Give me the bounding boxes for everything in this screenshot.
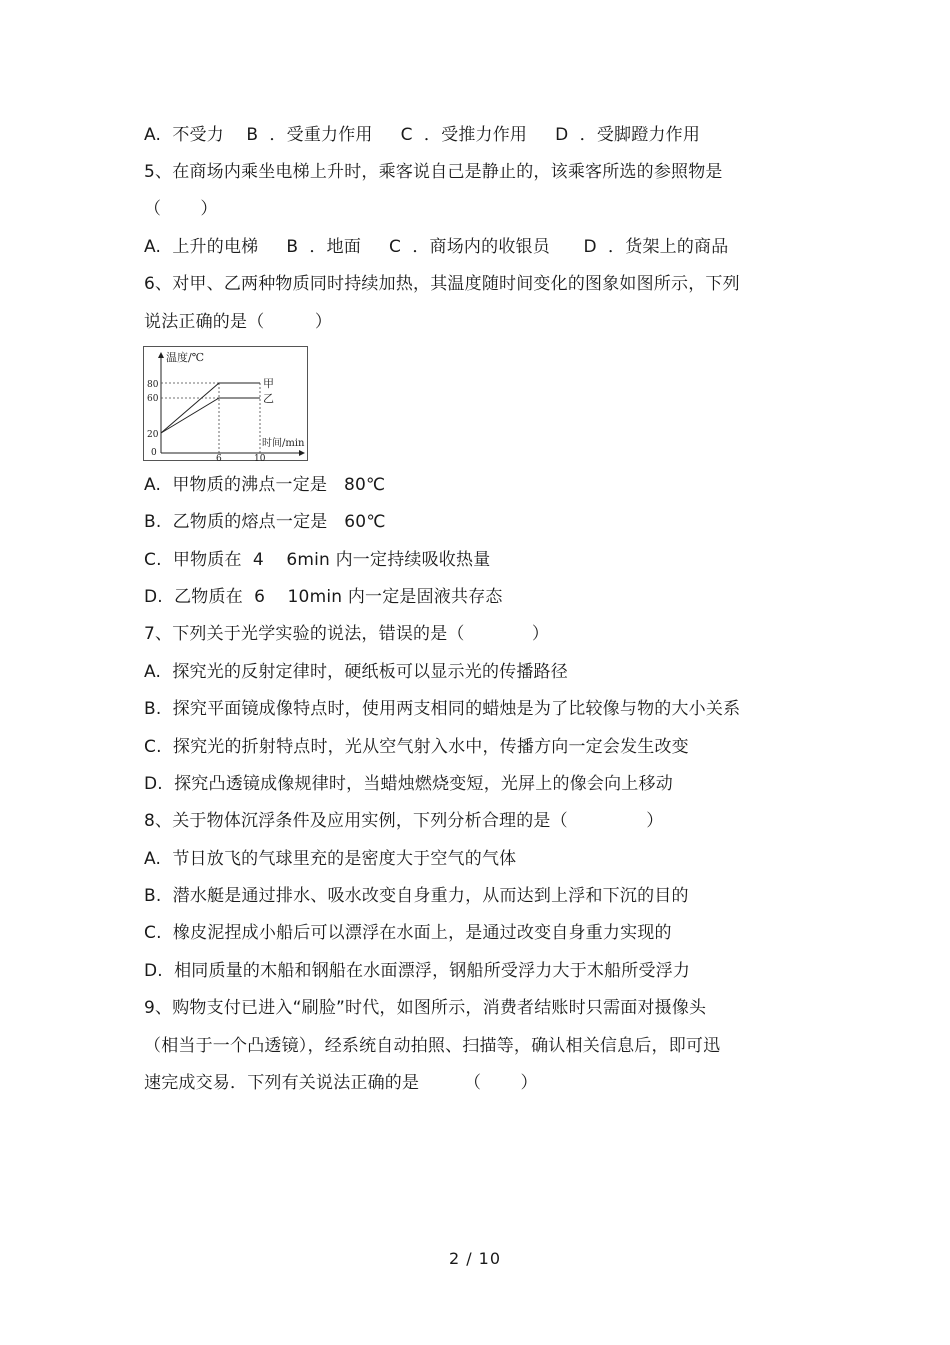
y-axis-label: 温度/℃: [166, 351, 205, 364]
text-line: B. 潜水艇是通过排水、吸水改变自身重力，从而达到上浮和下沉的目的: [144, 886, 689, 906]
text-line: D. 探究凸透镜成像规律时，当蜡烛燃烧变短，光屏上的像会向上移动: [144, 774, 673, 794]
text-line: A. 探究光的反射定律时，硬纸板可以显示光的传播路径: [144, 662, 568, 682]
text-line: B. 乙物质的熔点一定是 60℃: [144, 512, 386, 532]
text-line: 5、在商场内乘坐电梯上升时，乘客说自己是静止的，该乘客所选的参照物是: [144, 162, 723, 182]
text-line: 速完成交易．下列有关说法正确的是 （ ）: [144, 1073, 538, 1093]
y-tick-0: 0: [151, 448, 157, 458]
temperature-time-graph: [143, 346, 308, 461]
text-line: 9、购物支付已进入“刷脸”时代，如图所示，消费者结账时只需面对摄像头: [144, 998, 707, 1018]
y-tick-20: 20: [147, 430, 159, 440]
text-line: 6、对甲、乙两种物质同时持续加热，其温度随时间变化的图象如图所示，下列: [144, 274, 740, 294]
text-line: A. 甲物质的沸点一定是 80℃: [144, 475, 386, 495]
x-tick-6: 6: [216, 454, 222, 462]
text-line: 说法正确的是（ ）: [144, 312, 333, 332]
series-jia-label: 甲: [263, 377, 274, 390]
series-yi-line: [161, 398, 260, 433]
text-line: A. 不受力 B ．受重力作用 C ．受推力作用 D ．受脚蹬力作用: [144, 125, 701, 145]
text-line: D. 乙物质在 6 10min 内一定是固液共存态: [144, 587, 503, 607]
y-tick-60: 60: [147, 394, 159, 404]
series-yi-label: 乙: [263, 392, 274, 405]
x-axis-label: 时间/min: [262, 438, 305, 449]
text-line: B. 探究平面镜成像特点时，使用两支相同的蜡烛是为了比较像与物的大小关系: [144, 699, 741, 719]
text-line: C. 探究光的折射特点时，光从空气射入水中，传播方向一定会发生改变: [144, 737, 689, 757]
text-line: （ ）: [144, 199, 218, 219]
series-jia-line: [161, 383, 260, 433]
text-line: D. 相同质量的木船和钢船在水面漂浮，钢船所受浮力大于木船所受浮力: [144, 961, 691, 981]
text-line: C. 甲物质在 4 6min 内一定持续吸收热量: [144, 550, 491, 570]
text-line: C. 橡皮泥捏成小船后可以漂浮在水面上，是通过改变自身重力实现的: [144, 923, 672, 943]
page-number: 2 / 10: [448, 1249, 502, 1268]
text-line: 7、下列关于光学实验的说法，错误的是（ ）: [144, 624, 550, 644]
text-line: A. 节日放飞的气球里充的是密度大于空气的气体: [144, 849, 517, 869]
x-tick-10: 10: [254, 454, 266, 462]
text-line: （相当于一个凸透镜），经系统自动拍照、扫描等，确认相关信息后，即可迅: [144, 1036, 721, 1056]
y-tick-80: 80: [147, 380, 159, 390]
text-line: 8、关于物体沉浮条件及应用实例，下列分析合理的是（ ）: [144, 811, 664, 831]
text-line: A. 上升的电梯 B ．地面 C ．商场内的收银员 D ．货架上的商品: [144, 237, 729, 257]
